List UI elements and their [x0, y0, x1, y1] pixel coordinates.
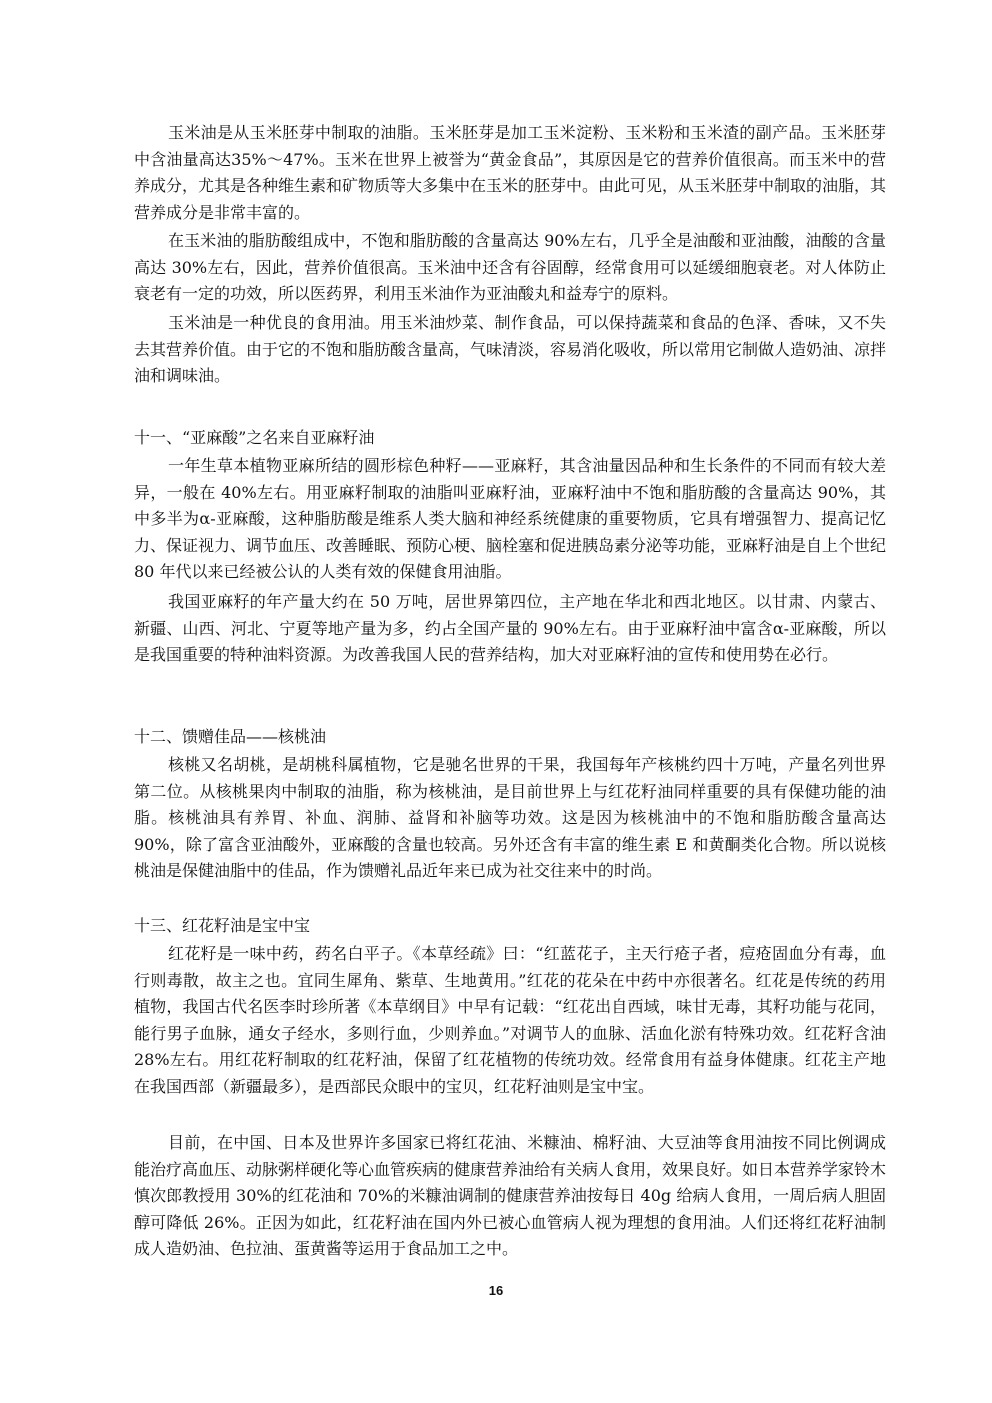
paragraph-safflower-usage: 目前，在中国、日本及世界许多国家已将红花油、米糠油、棉籽油、大豆油等食用油按不同比例调成能治疗高血压、动脉粥样硬化等心血管疾病的健康营养油给有关病人食用，效果良好。如日本营养学家铃木慎次郎教授用 30%的红花油和 70%的米糠油调制的健康营养油按每日 40g 给病人食用，一周后病人胆固醇可降低 26%。正因为如此，红花籽油在国内外已被心血管病人视为理想的食用油。人们还将红花籽油制成人造奶油、色拉油、蛋黄酱等运用于食品加工之中。: [134, 1133, 887, 1258]
paragraph-corn-oil-intro: 玉米油是从玉米胚芽中制取的油脂。玉米胚芽是加工玉米淀粉、玉米粉和玉米渣的副产品。玉米胚芽中含油量高达35%～47%。玉米在世界上被誉为“黄金食品”，其原因是它的营养价值很高。而玉米中的营养成分，尤其是各种维生素和矿物质等大多集中在玉米的胚芽中。由此可见，从玉米胚芽中制取的油脂，其营养成分是非常丰富的。: [134, 123, 887, 222]
paragraph-linseed-oil: 一年生草本植物亚麻所结的圆形棕色种籽——亚麻籽，其含油量因品种和生长条件的不同而有较大差异，一般在 40%左右。用亚麻籽制取的油脂叫亚麻籽油，亚麻籽油中不饱和脂肪酸的含量高达 90%，其中多半为α-亚麻酸，这种脂肪酸是维系人类大脑和神经系统健康的重要物质，它具有增强智力、提高记忆力、保证视力、调节血压、改善睡眠、预防心梗、脑栓塞和促进胰岛素分泌等功能，亚麻籽油是自上个世纪 80 年代以来已经被公认的人类有效的保健食用油脂。: [134, 456, 887, 581]
section-heading-11: 十一、“亚麻酸”之名来自亚麻籽油: [134, 428, 375, 447]
paragraph-walnut-oil: 核桃又名胡桃，是胡桃科属植物，它是驰名世界的干果，我国每年产核桃约四十万吨，产量名列世界第二位。从核桃果肉中制取的油脂，称为核桃油，是目前世界上与红花籽油同样重要的具有保健功能的油脂。核桃油具有养胃、补血、润肺、益肾和补脑等功效。这是因为核桃油中的不饱和脂肪酸含量高达 90%，除了富含亚油酸外，亚麻酸的含量也较高。另外还含有丰富的维生素 E 和黄酮类化合物。所以说核桃油是保健油脂中的佳品，作为馈赠礼品近年来已成为社交往来中的时尚。: [134, 755, 886, 880]
paragraph-corn-oil-fatty-acids: 在玉米油的脂肪酸组成中，不饱和脂肪酸的含量高达 90%左右，几乎全是油酸和亚油酸，油酸的含量高达 30%左右，因此，营养价值很高。玉米油中还含有谷固醇，经常食用可以延缓细胞衰老。对人体防止衰老有一定的功效，所以医药界，利用玉米油作为亚油酸丸和益寿宁的原料。: [134, 231, 886, 303]
paragraph-linseed-production: 我国亚麻籽的年产量大约在 50 万吨，居世界第四位，主产地在华北和西北地区。以甘肃、内蒙古、新疆、山西、河北、宁夏等地产量为多，约占全国产量的 90%左右。由于亚麻籽油中富含α-亚麻酸，所以是我国重要的特种油料资源。为改善我国人民的营养结构，加大对亚麻籽油的宣传和使用势在必行。: [134, 592, 886, 664]
paragraph-safflower-seed: 红花籽是一味中药，药名白平子。《本草经疏》曰：“红蓝花子，主天行疮子者，痘疮固血分有毒，血行则毒散，故主之也。宜同生犀角、紫草、生地黄用。”红花的花朵在中药中亦很著名。红花是传统的药用植物，我国古代名医李时珍所著《本草纲目》中早有记载：“红花出自西域，味甘无毒，其籽功能与花同，能行男子血脉，通女子经水，多则行血，少则养血。”对调节人的血脉、活血化淤有特殊功效。红花籽含油 28%左右。用红花籽制取的红花籽油，保留了红花植物的传统功效。经常食用有益身体健康。红花主产地在我国西部（新疆最多），是西部民众眼中的宝贝，红花籽油则是宝中宝。: [134, 944, 886, 1096]
page-number: 16: [488, 1283, 504, 1298]
section-heading-13: 十三、红花籽油是宝中宝: [134, 916, 311, 935]
section-heading-12: 十二、馈赠佳品——核桃油: [134, 727, 327, 746]
paragraph-corn-oil-usage: 玉米油是一种优良的食用油。用玉米油炒菜、制作食品，可以保持蔬菜和食品的色泽、香味，又不失去其营养价值。由于它的不饱和脂肪酸含量高，气味清淡，容易消化吸收，所以常用它制做人造奶油、凉拌油和调味油。: [134, 313, 887, 385]
